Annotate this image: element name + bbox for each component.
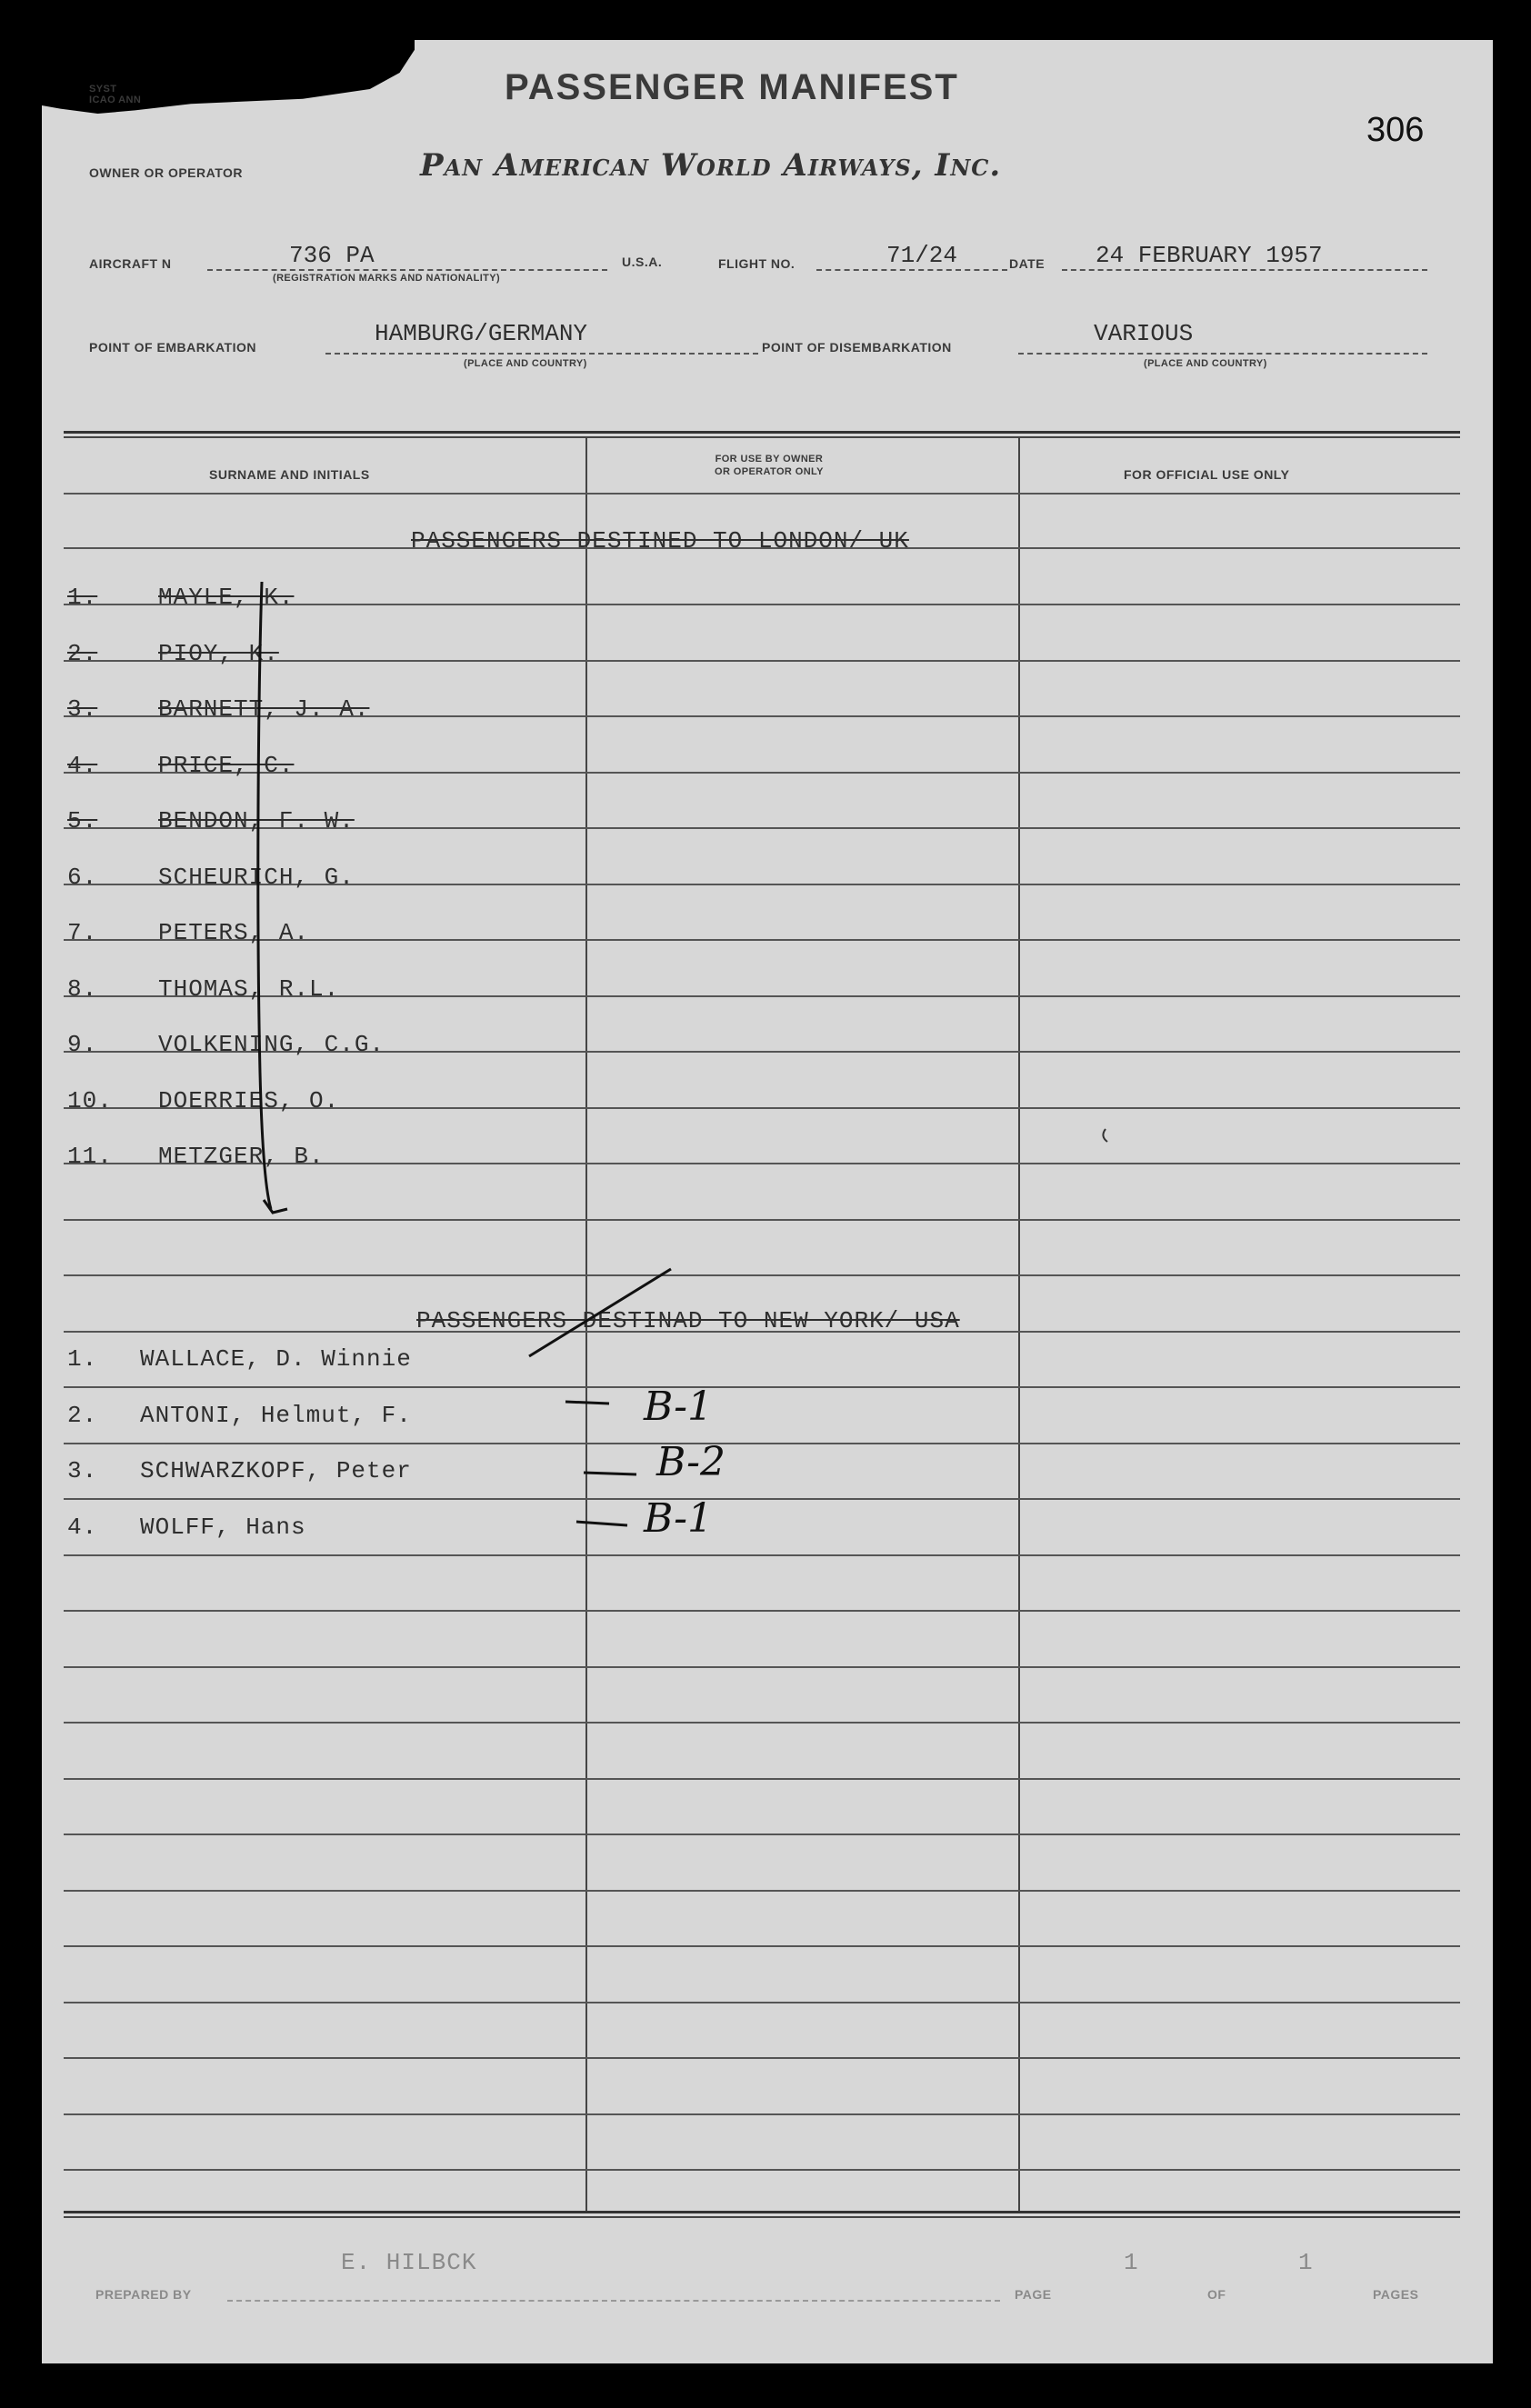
disembark-label: POINT OF DISEMBARKATION [762, 340, 952, 355]
passenger-number: 4. [67, 1513, 98, 1541]
passenger-number: 9. [67, 1031, 98, 1058]
embark-value: HAMBURG/GERMANY [375, 320, 588, 347]
passenger-number: 7. [67, 919, 98, 946]
heading-slash [529, 1269, 671, 1356]
page-stamp: 306 [1366, 111, 1425, 149]
passenger-name: BENDON, F. W. [158, 807, 355, 834]
flight-value: 71/24 [886, 242, 958, 269]
passenger-number: 1. [67, 584, 98, 611]
passenger-name: MAYLE, K. [158, 584, 295, 611]
prepared-value: E. HILBCK [341, 2249, 477, 2276]
stray-mark [1103, 1129, 1107, 1142]
passenger-number: 2. [67, 1401, 98, 1429]
page-label: PAGE [1015, 2287, 1052, 2302]
page-value: 1 [1124, 2249, 1139, 2276]
aircraft-value: 736 PA [289, 242, 375, 269]
passenger-name: WALLACE, D. Winnie [140, 1345, 412, 1373]
dash-mark-2 [584, 1473, 636, 1474]
form-code-line2: ICAO ANN [89, 95, 142, 105]
passenger-name: PIOY, K. [158, 639, 279, 667]
passenger-number: 11. [67, 1143, 113, 1170]
passenger-name: PRICE, C. [158, 751, 295, 779]
passenger-name: SCHWARZKOPF, Peter [140, 1457, 412, 1484]
passenger-name: SCHEURICH, G. [158, 863, 355, 891]
col-header-owner-line2: OR OPERATOR ONLY [715, 466, 824, 477]
embark-sublabel: (PLACE AND COUNTRY) [464, 358, 587, 369]
passenger-name: VOLKENING, C.G. [158, 1031, 385, 1058]
aircraft-label: AIRCRAFT N [89, 256, 172, 271]
col-header-owner-line1: FOR USE BY OWNER [715, 454, 824, 465]
passenger-name: METZGER, B. [158, 1143, 325, 1170]
prepared-underline [227, 2300, 1000, 2302]
passenger-number: 6. [67, 863, 98, 891]
passenger-number: 4. [67, 751, 98, 779]
date-value: 24 FEBRUARY 1957 [1096, 242, 1323, 269]
flight-label: FLIGHT NO. [718, 256, 796, 271]
owner-value: Pan American World Airways, Inc. [420, 147, 1002, 184]
aircraft-sublabel: (REGISTRATION MARKS AND NATIONALITY) [273, 273, 501, 284]
form-code-line1: SYST [89, 84, 117, 95]
dash-mark-3 [576, 1522, 627, 1525]
of-label: OF [1207, 2287, 1226, 2302]
passenger-name: DOERRIES, O. [158, 1086, 340, 1114]
passenger-name: THOMAS, R.L. [158, 974, 340, 1003]
passenger-name: PETERS, A. [158, 919, 310, 946]
handwritten-note: B-2 [656, 1439, 726, 1485]
passenger-number: 3. [67, 1457, 98, 1484]
disembark-value: VARIOUS [1094, 320, 1194, 347]
group-heading-newyork: PASSENGERS DESTINAD TO NEW YORK/ USA [416, 1307, 960, 1334]
owner-label: OWNER OR OPERATOR [89, 165, 243, 180]
page-title: PASSENGER MANIFEST [505, 67, 959, 107]
passenger-number: 8. [67, 974, 98, 1003]
pages-label: PAGES [1373, 2287, 1419, 2302]
passenger-number: 3. [67, 695, 98, 723]
handwritten-note: B-1 [644, 1494, 714, 1542]
usa-label: U.S.A. [622, 255, 663, 269]
bracket-arrow [264, 1200, 287, 1213]
group-heading-london: PASSENGERS DESTINED TO LONDON/ UK [411, 527, 909, 555]
date-label: DATE [1009, 256, 1046, 271]
col-header-official: FOR OFFICIAL USE ONLY [1124, 467, 1290, 482]
passenger-number: 10. [67, 1086, 113, 1114]
passenger-name: ANTONI, Helmut, F. [140, 1401, 412, 1429]
handwritten-note: B-1 [644, 1383, 714, 1430]
embark-label: POINT OF EMBARKATION [89, 340, 256, 355]
disembark-sublabel: (PLACE AND COUNTRY) [1144, 358, 1267, 369]
of-value: 1 [1298, 2249, 1314, 2276]
bracket-line [258, 582, 271, 1209]
passenger-number: 2. [67, 639, 98, 667]
passenger-name: BARNETT, J. A. [158, 695, 370, 723]
passenger-number: 5. [67, 807, 98, 834]
prepared-label: PREPARED BY [95, 2287, 192, 2302]
col-header-name: SURNAME AND INITIALS [209, 467, 370, 482]
dash-mark-1 [565, 1402, 609, 1404]
passenger-number: 1. [67, 1345, 98, 1373]
passenger-name: WOLFF, Hans [140, 1513, 306, 1541]
